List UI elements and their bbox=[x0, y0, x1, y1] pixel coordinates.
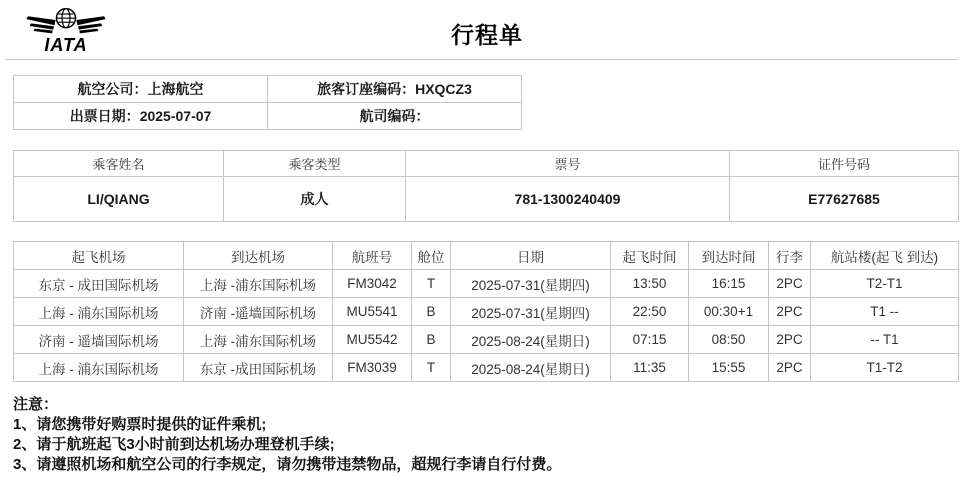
baggage-cell: 2PC bbox=[769, 298, 811, 326]
booking-info-table bbox=[13, 75, 522, 130]
issue-date-value: 2025-07-07 bbox=[139, 108, 212, 124]
terminal-header: 航站楼(起飞 到达) bbox=[811, 242, 959, 270]
flight-number-cell: FM3039 bbox=[333, 354, 412, 382]
cabin-class-cell: T bbox=[412, 354, 451, 382]
table-row bbox=[14, 103, 522, 130]
booking-code-label: 旅客订座编码： bbox=[317, 81, 416, 97]
departure-airport-cell: 济南 - 遥墙国际机场 bbox=[14, 326, 184, 354]
id-number-cell: E77627685 bbox=[730, 177, 959, 222]
iata-logo-text: IATA bbox=[44, 35, 88, 55]
note-item: 2、请于航班起飞3小时前到达机场办理登机手续; bbox=[13, 436, 335, 453]
passenger-table bbox=[13, 150, 959, 222]
arrival-airport-header: 到达机场 bbox=[184, 242, 333, 270]
terminal-cell: T2-T1 bbox=[811, 270, 959, 298]
arrival-time-cell: 16:15 bbox=[689, 270, 769, 298]
notes-title: 注意： bbox=[13, 396, 59, 413]
cabin-class-cell: B bbox=[412, 326, 451, 354]
flight-number-cell: FM3042 bbox=[333, 270, 412, 298]
flight-number-cell: MU5541 bbox=[333, 298, 412, 326]
document-header bbox=[0, 0, 974, 59]
departure-airport-header: 起飞机场 bbox=[14, 242, 184, 270]
document-body bbox=[13, 75, 958, 475]
arrival-time-cell: 15:55 bbox=[689, 354, 769, 382]
passenger-name-header: 乘客姓名 bbox=[14, 151, 224, 177]
departure-airport-cell: 东京 - 成田国际机场 bbox=[14, 270, 184, 298]
arrival-airport-cell: 上海 -浦东国际机场 bbox=[184, 270, 333, 298]
baggage-cell: 2PC bbox=[769, 326, 811, 354]
header-divider bbox=[5, 59, 958, 60]
passenger-name-cell: LI/QIANG bbox=[14, 177, 224, 222]
passenger-type-cell: 成人 bbox=[224, 177, 406, 222]
date-header: 日期 bbox=[451, 242, 611, 270]
ticket-number-cell: 781-1300240409 bbox=[406, 177, 730, 222]
arrival-airport-cell: 济南 -遥墙国际机场 bbox=[184, 298, 333, 326]
cabin-class-cell: T bbox=[412, 270, 451, 298]
airline-cell bbox=[14, 76, 268, 103]
id-number-header: 证件号码 bbox=[730, 151, 959, 177]
note-item: 3、请遵照机场和航空公司的行李规定，请勿携带违禁物品，超规行李请自行付费。 bbox=[13, 456, 562, 473]
page-title: 行程单 bbox=[451, 22, 523, 48]
baggage-cell: 2PC bbox=[769, 270, 811, 298]
arrival-airport-cell: 东京 -成田国际机场 bbox=[184, 354, 333, 382]
baggage-header: 行李 bbox=[769, 242, 811, 270]
flight-row bbox=[14, 270, 959, 298]
airline-label: 航空公司： bbox=[77, 81, 148, 97]
flight-row bbox=[14, 298, 959, 326]
notes-section bbox=[13, 395, 958, 475]
table-row bbox=[14, 76, 522, 103]
arrival-time-cell: 00:30+1 bbox=[689, 298, 769, 326]
terminal-cell: T1-T2 bbox=[811, 354, 959, 382]
terminal-cell: -- T1 bbox=[811, 326, 959, 354]
flight-table bbox=[13, 241, 959, 382]
date-cell: 2025-07-31(星期四) bbox=[451, 298, 611, 326]
arrival-time-cell: 08:50 bbox=[689, 326, 769, 354]
table-row bbox=[14, 177, 959, 222]
departure-time-cell: 11:35 bbox=[611, 354, 689, 382]
date-cell: 2025-08-24(星期日) bbox=[451, 326, 611, 354]
issue-date-cell bbox=[14, 103, 268, 130]
departure-time-cell: 07:15 bbox=[611, 326, 689, 354]
date-cell: 2025-08-24(星期日) bbox=[451, 354, 611, 382]
flight-number-header: 航班号 bbox=[333, 242, 412, 270]
table-header-row bbox=[14, 242, 959, 270]
departure-time-cell: 22:50 bbox=[611, 298, 689, 326]
arrival-airport-cell: 上海 -浦东国际机场 bbox=[184, 326, 333, 354]
passenger-type-header: 乘客类型 bbox=[224, 151, 406, 177]
booking-code-value: HXQCZ3 bbox=[415, 81, 472, 97]
issue-date-label: 出票日期： bbox=[69, 108, 140, 124]
cabin-class-cell: B bbox=[412, 298, 451, 326]
flight-number-cell: MU5542 bbox=[333, 326, 412, 354]
departure-airport-cell: 上海 - 浦东国际机场 bbox=[14, 354, 184, 382]
cabin-class-header: 舱位 bbox=[412, 242, 451, 270]
airline-value: 上海航空 bbox=[147, 81, 204, 97]
date-cell: 2025-07-31(星期四) bbox=[451, 270, 611, 298]
airline-code-label: 航司编码： bbox=[359, 108, 430, 124]
booking-code-cell bbox=[268, 76, 522, 103]
airline-code-cell bbox=[268, 103, 522, 130]
note-item: 1、请您携带好购票时提供的证件乘机; bbox=[13, 416, 267, 433]
departure-time-cell: 13:50 bbox=[611, 270, 689, 298]
arrival-time-header: 到达时间 bbox=[689, 242, 769, 270]
table-header-row bbox=[14, 151, 959, 177]
departure-time-header: 起飞时间 bbox=[611, 242, 689, 270]
baggage-cell: 2PC bbox=[769, 354, 811, 382]
flight-row bbox=[14, 354, 959, 382]
terminal-cell: T1 -- bbox=[811, 298, 959, 326]
ticket-number-header: 票号 bbox=[406, 151, 730, 177]
flight-row bbox=[14, 326, 959, 354]
departure-airport-cell: 上海 - 浦东国际机场 bbox=[14, 298, 184, 326]
